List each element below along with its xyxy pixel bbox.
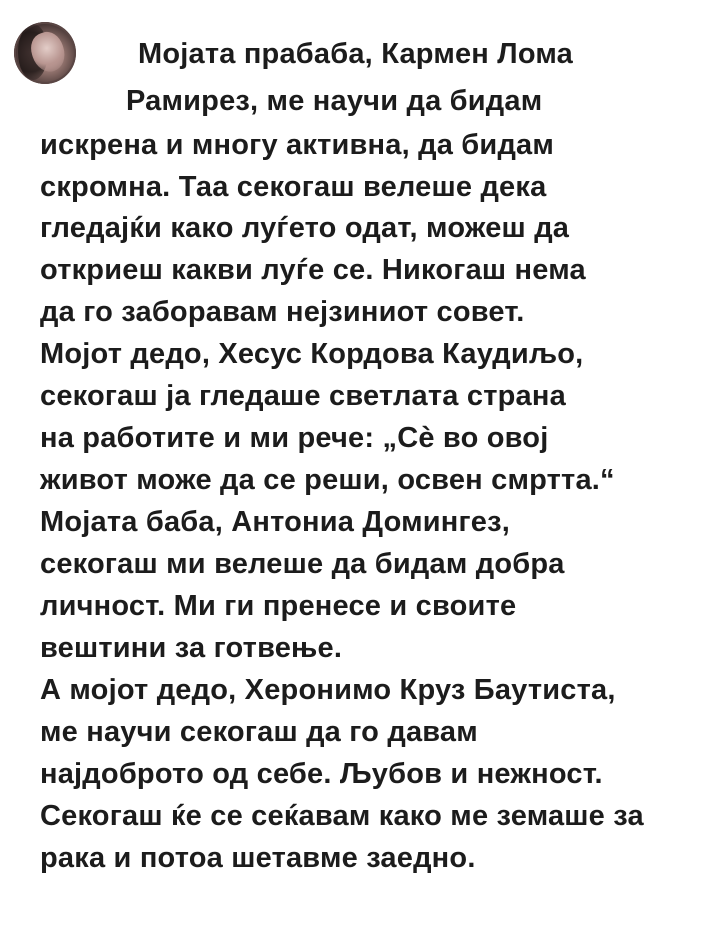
post-line: гледајќи како луѓето одат, можеш да xyxy=(40,212,570,244)
post-line: ме научи секогаш да го давам xyxy=(40,716,478,748)
post-line: да го заборавам нејзиниот совет. xyxy=(40,296,525,328)
post-line: Мојата баба, Антониа Домингез, xyxy=(40,506,510,538)
post-line: секогаш ја гледаше светлата страна xyxy=(40,380,566,412)
post-line: Рамирез, ме научи да бидам xyxy=(126,85,543,117)
post-line: секогаш ми велеше да бидам добра xyxy=(40,548,565,580)
post-line: рака и потоа шетавме заедно. xyxy=(40,842,476,874)
post-line: личност. Ми ги пренесе и своите xyxy=(40,590,517,622)
post-line: живот може да се реши, освен смртта.“ xyxy=(40,464,615,496)
post-line: откриеш какви луѓе се. Никогаш нема xyxy=(40,254,586,286)
post-line: најдоброто од себе. Љубов и нежност. xyxy=(40,758,603,790)
post-line: на работите и ми рече: „Сè во овој xyxy=(40,422,549,454)
post-line: Секогаш ќе се сеќавам како ме земаше за xyxy=(40,800,644,832)
post-line: Мојата прабаба, Кармен Лома xyxy=(138,38,573,70)
post-line: А мојот дедо, Херонимо Круз Баутиста, xyxy=(40,674,616,706)
post-line: искрена и многу активна, да бидам xyxy=(40,129,555,161)
post-line: вештини за готвење. xyxy=(40,632,343,664)
avatar[interactable] xyxy=(14,22,76,84)
post-line: скромна. Таа секогаш велеше дека xyxy=(40,171,547,203)
post-line: Мојот дедо, Хесус Кордова Каудиљо, xyxy=(40,338,584,370)
